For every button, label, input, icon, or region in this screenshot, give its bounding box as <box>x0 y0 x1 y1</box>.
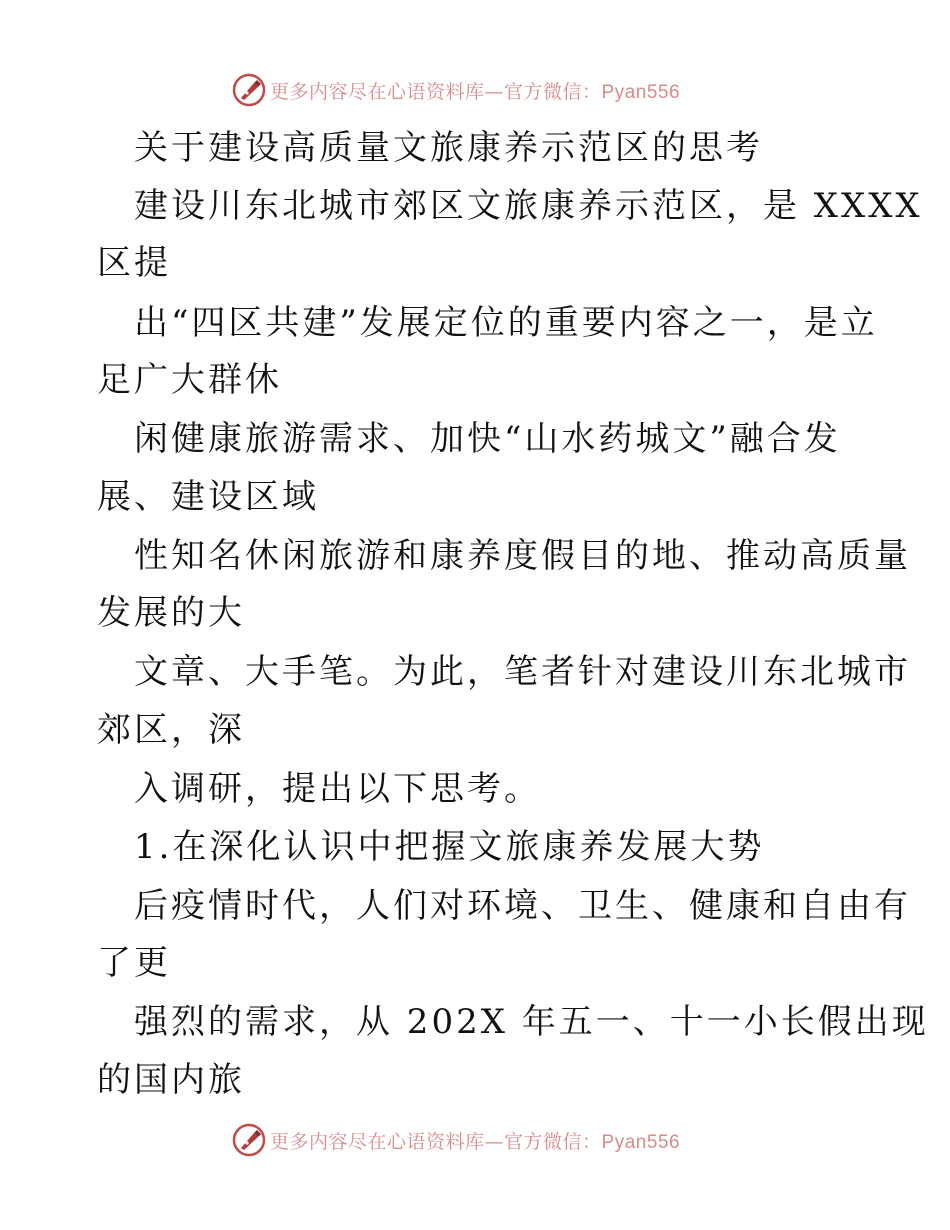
body-line: 入调研，提出以下思考。 <box>134 769 541 809</box>
watermark-text <box>270 1127 680 1154</box>
document-title: 关于建设高质量文旅康养示范区的思考 <box>134 128 763 168</box>
body-line: 闲健康旅游需求、加快“山水药城文”融合发 <box>134 419 841 459</box>
header-watermark <box>232 73 680 107</box>
watermark-separator: — <box>484 80 505 103</box>
body-line: 区提 <box>97 243 171 283</box>
fountain-pen-logo-icon <box>232 1123 266 1157</box>
body-line: 的国内旅 <box>97 1060 245 1100</box>
body-line: 后疫情时代，人们对环境、卫生、健康和自由有 <box>134 886 911 926</box>
section-heading: 1.在深化认识中把握文旅康养发展大势 <box>134 827 765 867</box>
body-line: 性知名休闲旅游和康养度假目的地、推动高质量 <box>134 536 911 576</box>
body-line: 展、建设区域 <box>97 477 319 517</box>
body-line: 郊区，深 <box>97 710 245 750</box>
watermark-text <box>270 77 680 104</box>
fountain-pen-logo-icon <box>232 73 266 107</box>
watermark-wechat-id: Pyan556 <box>601 81 681 103</box>
body-line: 足广大群休 <box>97 360 282 400</box>
body-line: 发展的大 <box>97 593 245 633</box>
body-line: 建设川东北城市郊区文旅康养示范区，是 XXXX <box>134 186 923 226</box>
body-line: 强烈的需求，从 202X 年五一、十一小长假出现 <box>134 1002 929 1042</box>
footer-watermark <box>232 1123 680 1157</box>
body-line: 文章、大手笔。为此，笔者针对建设川东北城市 <box>134 652 911 692</box>
watermark-site-text: 更多内容尽在心语资料库 <box>270 80 485 103</box>
body-line: 出“四区共建”发展定位的重要内容之一，是立 <box>134 303 878 343</box>
watermark-wechat-id: Pyan556 <box>601 1131 681 1153</box>
watermark-wechat-label: 官方微信： <box>504 1130 602 1153</box>
watermark-site-text: 更多内容尽在心语资料库 <box>270 1130 485 1153</box>
body-line: 了更 <box>97 943 171 983</box>
watermark-wechat-label: 官方微信： <box>504 80 602 103</box>
watermark-separator: — <box>484 1130 505 1153</box>
